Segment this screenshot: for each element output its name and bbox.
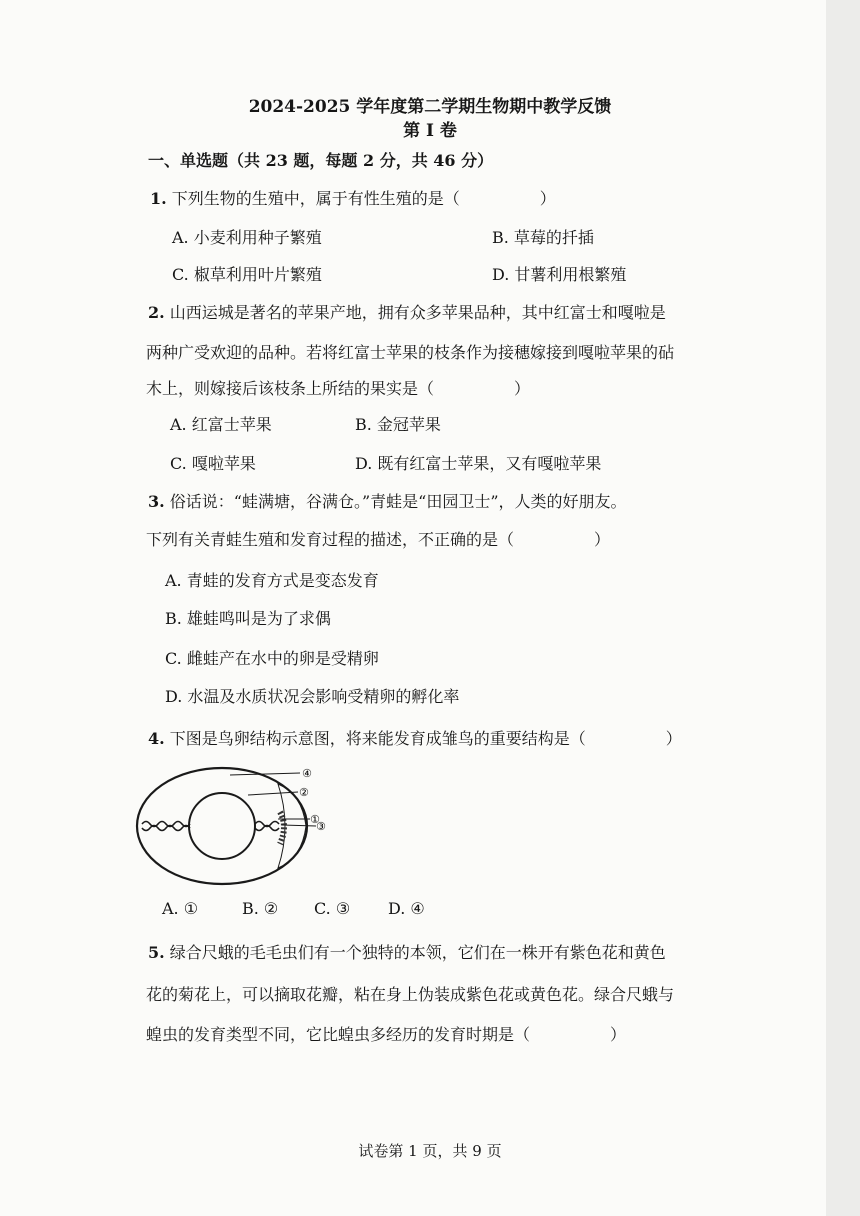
question-text-line-2: 下列有关青蛙生殖和发育过程的描述，不正确的是（ ） bbox=[146, 530, 611, 549]
question-number: 4. bbox=[148, 729, 165, 748]
question-text-line-3: 木上，则嫁接后该枝条上所结的果实是（ ） bbox=[146, 379, 531, 398]
question-4 bbox=[148, 726, 682, 749]
q3-option-a: A. 青蛙的发育方式是变态发育 bbox=[165, 571, 379, 590]
q1-option-a: A. 小麦利用种子繁殖 bbox=[172, 228, 322, 247]
q2-option-c: C. 嘎啦苹果 bbox=[170, 454, 256, 473]
question-text-line-1: 山西运城是著名的苹果产地，拥有众多苹果品种，其中红富士和嘎啦是 bbox=[169, 303, 666, 322]
question-1 bbox=[150, 186, 556, 209]
q1-option-c: C. 椒草利用叶片繁殖 bbox=[172, 265, 322, 284]
question-3 bbox=[148, 489, 627, 512]
q2-option-d: D. 既有红富士苹果，又有嘎啦苹果 bbox=[355, 454, 602, 473]
question-text-line-1: 俗话说：“蛙满塘，谷满仓。”青蛙是“田园卫士”，人类的好朋友。 bbox=[169, 492, 627, 511]
question-text-line-3: 蝗虫的发育类型不同，它比蝗虫多经历的发育时期是（ ） bbox=[146, 1025, 627, 1044]
scan-edge bbox=[826, 0, 860, 1216]
exam-title: 2024-2025 学年度第二学期生物期中教学反馈 bbox=[248, 97, 612, 117]
section-heading bbox=[148, 148, 493, 171]
chalaza-left bbox=[142, 822, 190, 827]
volume-title: 第 I 卷 bbox=[403, 121, 457, 141]
section-label: 一、单选题 bbox=[148, 151, 229, 170]
leader-2 bbox=[248, 792, 298, 795]
q3-option-d: D. 水温及水质状况会影响受精卵的孵化率 bbox=[165, 687, 460, 706]
yolk bbox=[189, 793, 255, 859]
label-4: ④ bbox=[302, 767, 312, 780]
q4-option-a: A. ① bbox=[162, 899, 199, 918]
q1-option-b: B. 草莓的扦插 bbox=[492, 228, 594, 247]
question-text-line-1: 绿合尺蛾的毛毛虫们有一个独特的本领，它们在一株开有紫色花和黄色 bbox=[169, 943, 666, 962]
question-text-line-2: 花的菊花上，可以摘取花瓣，粘在身上伪装成紫色花或黄色花。绿合尺蛾与 bbox=[146, 985, 675, 1004]
label-2: ② bbox=[299, 786, 309, 799]
air-cell-hatch bbox=[280, 812, 284, 844]
question-text: 下图是鸟卵结构示意图，将来能发育成雏鸟的重要结构是（ ） bbox=[169, 729, 682, 748]
bird-egg-diagram bbox=[130, 762, 340, 890]
q3-option-b: B. 雄蛙鸣叫是为了求偶 bbox=[165, 609, 331, 628]
q4-option-d: D. ④ bbox=[388, 899, 425, 918]
q2-option-b: B. 金冠苹果 bbox=[355, 415, 441, 434]
question-number: 1. bbox=[150, 189, 167, 208]
question-number: 2. bbox=[148, 303, 165, 322]
page-footer: 试卷第 1 页，共 9 页 bbox=[358, 1142, 502, 1160]
q4-option-c: C. ③ bbox=[314, 899, 351, 918]
section-note: （共 23 题，每题 2 分，共 46 分） bbox=[228, 151, 494, 170]
label-1: ① bbox=[310, 813, 320, 826]
q2-option-a: A. 红富士苹果 bbox=[170, 415, 272, 434]
question-text: 下列生物的生殖中，属于有性生殖的是（ ） bbox=[171, 189, 556, 208]
q1-option-d: D. 甘薯利用根繁殖 bbox=[492, 265, 627, 284]
question-number: 5. bbox=[148, 943, 165, 962]
question-text-line-2: 两种广受欢迎的品种。若将红富士苹果的枝条作为接穗嫁接到嘎啦苹果的砧 bbox=[146, 343, 675, 362]
q3-option-c: C. 雌蛙产在水中的卵是受精卵 bbox=[165, 649, 379, 668]
question-number: 3. bbox=[148, 492, 165, 511]
q4-option-b: B. ② bbox=[242, 899, 279, 918]
question-2 bbox=[148, 300, 666, 323]
question-5 bbox=[148, 940, 666, 963]
label-3: ③ bbox=[316, 820, 326, 833]
